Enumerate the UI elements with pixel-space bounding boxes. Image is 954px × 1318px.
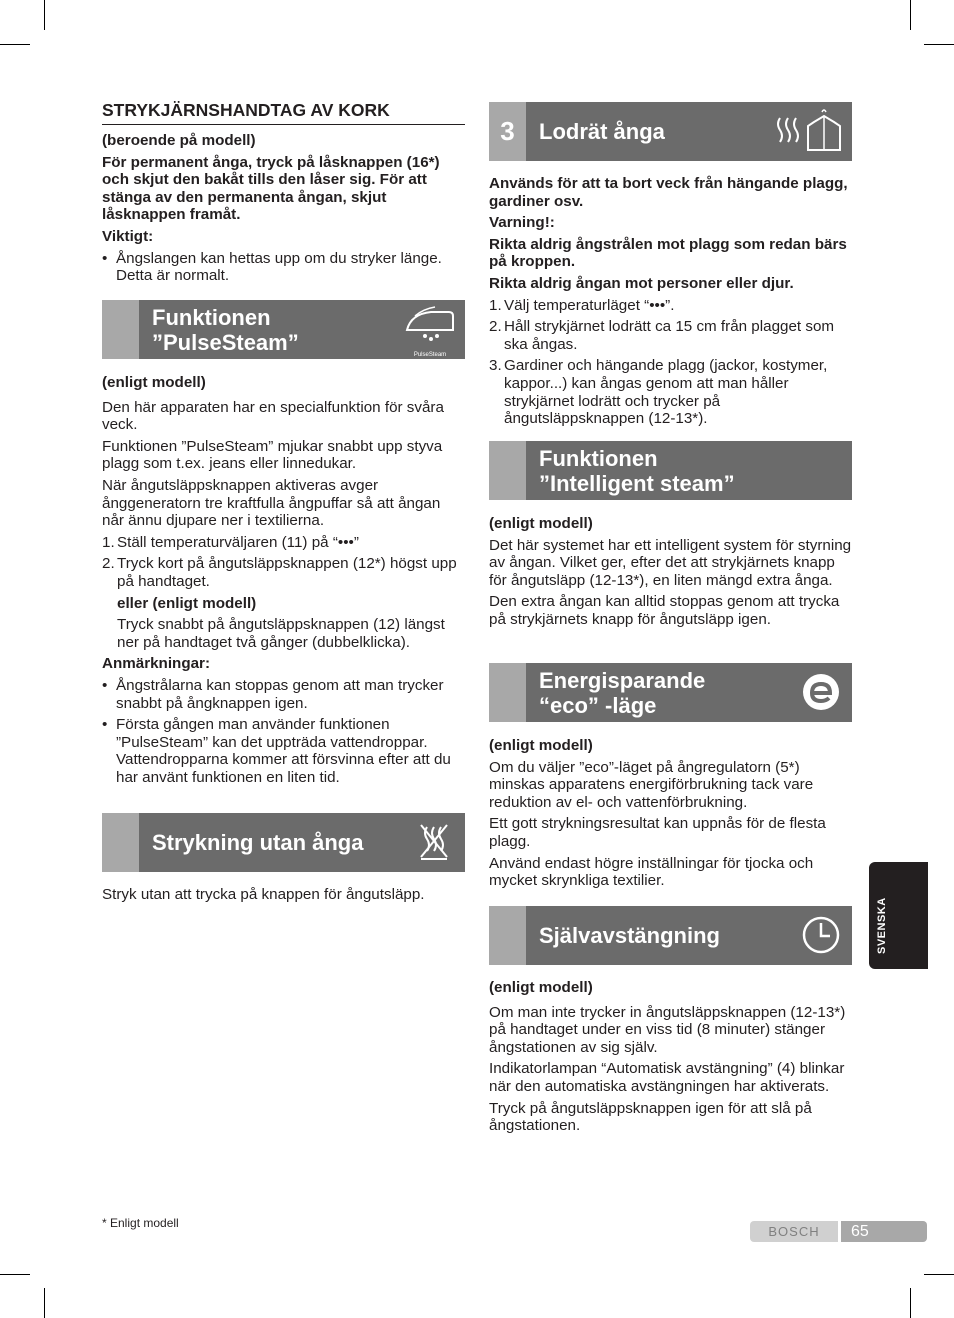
- paragraph: Ett gott strykningsresultat kan uppnås för de flesta plagg.: [489, 815, 826, 850]
- step-number: 2.: [489, 318, 502, 336]
- paragraph: Om du väljer ”eco”-läget på ångregulatorn (5*) minskas apparatens energiförbrukning tack vare reduktion av el- och vattenförbrukning.: [489, 758, 814, 811]
- title-line: “eco” -läge: [539, 693, 657, 718]
- model-note: (enligt modell): [102, 374, 206, 391]
- auto-off-header: [489, 906, 852, 965]
- vertical-steam-icon: [768, 108, 848, 154]
- header-tab: [489, 663, 526, 722]
- or-text: Tryck snabbt på ångutsläppsknappen (12) längst ner på handtaget två gånger (dubbelklicka).: [117, 616, 445, 651]
- model-note: (enligt modell): [489, 737, 593, 754]
- pulsesteam-section: [102, 374, 462, 790]
- vertical-steam-header: [489, 102, 852, 161]
- title-line: Funktionen: [152, 305, 271, 330]
- paragraph: När ångutsläppsknappen aktiveras avger ånggeneratorn tre kraftfulla ångpuffar så att ångan når ännu djupare ner i textilierna.: [102, 476, 441, 530]
- no-steam-title: Strykning utan ånga: [152, 830, 364, 855]
- step-number: 3.: [489, 357, 502, 375]
- clock-icon: [798, 912, 844, 958]
- crop-mark: [44, 1288, 45, 1318]
- step: [489, 297, 852, 315]
- crop-mark: [44, 0, 45, 30]
- language-tab: [869, 862, 928, 969]
- auto-off-title: Självavstängning: [539, 923, 720, 948]
- note-bullet: • Första gången man använder funktionen ”PulseSteam” kan det uppträda vattendroppar. Vattendropparna kommer att försvinna efter att du har använt funktionen en liten tid.: [102, 716, 462, 786]
- pulsesteam-header: [102, 300, 465, 359]
- model-note: (enligt modell): [489, 515, 593, 532]
- pulsesteam-icon-label: PulseSteam: [413, 352, 447, 358]
- cork-handle-heading: STRYKJÄRNSHANDTAG AV KORK: [102, 100, 465, 125]
- footer-brand: BOSCH: [750, 1221, 838, 1242]
- paragraph: Den extra ångan kan alltid stoppas genom att trycka på strykjärnets knapp för ångutsläpp igen.: [489, 593, 840, 628]
- eco-icon: [798, 669, 844, 715]
- pulsesteam-icon: [403, 304, 457, 356]
- title-line: Energisparande: [539, 668, 706, 693]
- step-number: 1.: [489, 296, 502, 314]
- model-note: (beroende på modell): [102, 132, 256, 149]
- step: [489, 318, 852, 353]
- step-text: Håll strykjärnet lodrätt ca 15 cm från plagget som ska ångas.: [504, 318, 835, 353]
- or-label: eller (enligt modell): [117, 594, 257, 612]
- page-number: 65: [841, 1221, 927, 1242]
- warning: Rikta aldrig ångan mot personer eller djur.: [489, 274, 794, 292]
- paragraph: Det här systemet har ett intelligent system för styrning av ångan. Vilket ger, efter det att strykjärnets knapp för ångutsläpp (12-13*), en liten mängd extra ånga.: [489, 536, 852, 589]
- step-number: 2.: [102, 555, 115, 573]
- crop-mark: [924, 44, 954, 45]
- intelligent-steam-title: [539, 446, 735, 496]
- header-tab: [489, 906, 526, 965]
- intelligent-steam-header: [489, 441, 852, 500]
- header-tab: [102, 813, 139, 872]
- warning-label: Varning!:: [489, 214, 555, 232]
- step: [489, 357, 852, 427]
- step-number: 1.: [102, 533, 115, 551]
- language-label: SVENSKA: [876, 897, 888, 954]
- note-bullet: • Ångstrålarna kan stoppas genom att man trycker snabbt på ångknappen igen.: [102, 677, 462, 712]
- paragraph: Indikatorlampan “Automatisk avstängning” (4) blinkar när den automatiska avstängningen har aktiverats.: [489, 1060, 845, 1095]
- paragraph: Om man inte trycker in ångutsläppsknappen (12-13*) på handtaget under en viss tid (8 minuter) stänger ångstationen av sig själv.: [489, 1003, 846, 1056]
- title-line: Funktionen: [539, 446, 658, 471]
- no-steam-icon: [411, 819, 457, 865]
- cork-handle-section: [102, 132, 462, 289]
- crop-mark: [0, 1274, 30, 1275]
- eco-mode-section: [489, 737, 852, 894]
- step-text: Tryck kort på ångutsläppsknappen (12*) högst upp på handtaget.: [117, 555, 457, 590]
- step-text: Gardiner och hängande plagg (jackor, kostymer, kappor...) kan ångas genom att man håller strykjärnet lodrätt och trycker på ångutsläppsknappen (12-13*).: [504, 357, 828, 428]
- pulsesteam-title: [152, 305, 299, 355]
- important-label: Viktigt:: [102, 227, 154, 245]
- no-steam-header: [102, 813, 465, 872]
- intro: Används för att ta bort veck från hängande plagg, gardiner osv.: [489, 175, 848, 210]
- crop-mark: [924, 1274, 954, 1275]
- title-line: ”Intelligent steam”: [539, 471, 735, 496]
- section-number: 3: [500, 116, 515, 146]
- paragraph: Tryck på ångutsläppsknappen igen för att slå på ångstationen.: [489, 1099, 812, 1135]
- step-text: Ställ temperaturväljaren (11) på “•••”: [117, 533, 359, 551]
- vertical-steam-title: Lodrät ånga: [539, 119, 665, 144]
- paragraph: Den här apparaten har en specialfunktion för svåra veck.: [102, 398, 444, 434]
- header-tab: [489, 441, 526, 500]
- paragraph: Använd endast högre inställningar för tjocka och mycket skrynkliga textilier.: [489, 854, 814, 890]
- eco-mode-header: [489, 663, 852, 722]
- paragraph: Funktionen ”PulseSteam” mjukar snabbt upp styva plagg som t.ex. jeans eller linnedukar.: [102, 437, 443, 473]
- crop-mark: [910, 1288, 911, 1318]
- title-line: ”PulseSteam”: [152, 330, 299, 355]
- auto-off-section: [489, 979, 852, 1139]
- header-tab: [102, 300, 139, 359]
- step: [102, 555, 462, 590]
- no-steam-section: [102, 886, 462, 908]
- step: [102, 534, 462, 552]
- crop-mark: [910, 0, 911, 30]
- paragraph: Stryk utan att trycka på knappen för ångutsläpp.: [102, 886, 425, 903]
- vertical-steam-section: [489, 175, 852, 432]
- model-note: (enligt modell): [489, 979, 593, 996]
- permanent-steam-text: För permanent ånga, tryck på låsknappen (16*) och skjut den bakåt tills den låser sig. För att stänga av den permanenta ångan, skjut låsknappen framåt.: [102, 153, 440, 224]
- warning: Rikta aldrig ångstrålen mot plagg som redan bärs på kroppen.: [489, 235, 847, 271]
- notes-label: Anmärkningar:: [102, 655, 211, 673]
- eco-mode-title: [539, 668, 705, 718]
- intelligent-steam-section: [489, 515, 852, 633]
- crop-mark: [0, 44, 30, 45]
- step-text: Välj temperaturläget “•••”.: [504, 296, 675, 314]
- important-bullet: • Ångslangen kan hettas upp om du stryker länge. Detta är normalt.: [102, 250, 462, 285]
- footnote: * Enligt modell: [102, 1216, 179, 1230]
